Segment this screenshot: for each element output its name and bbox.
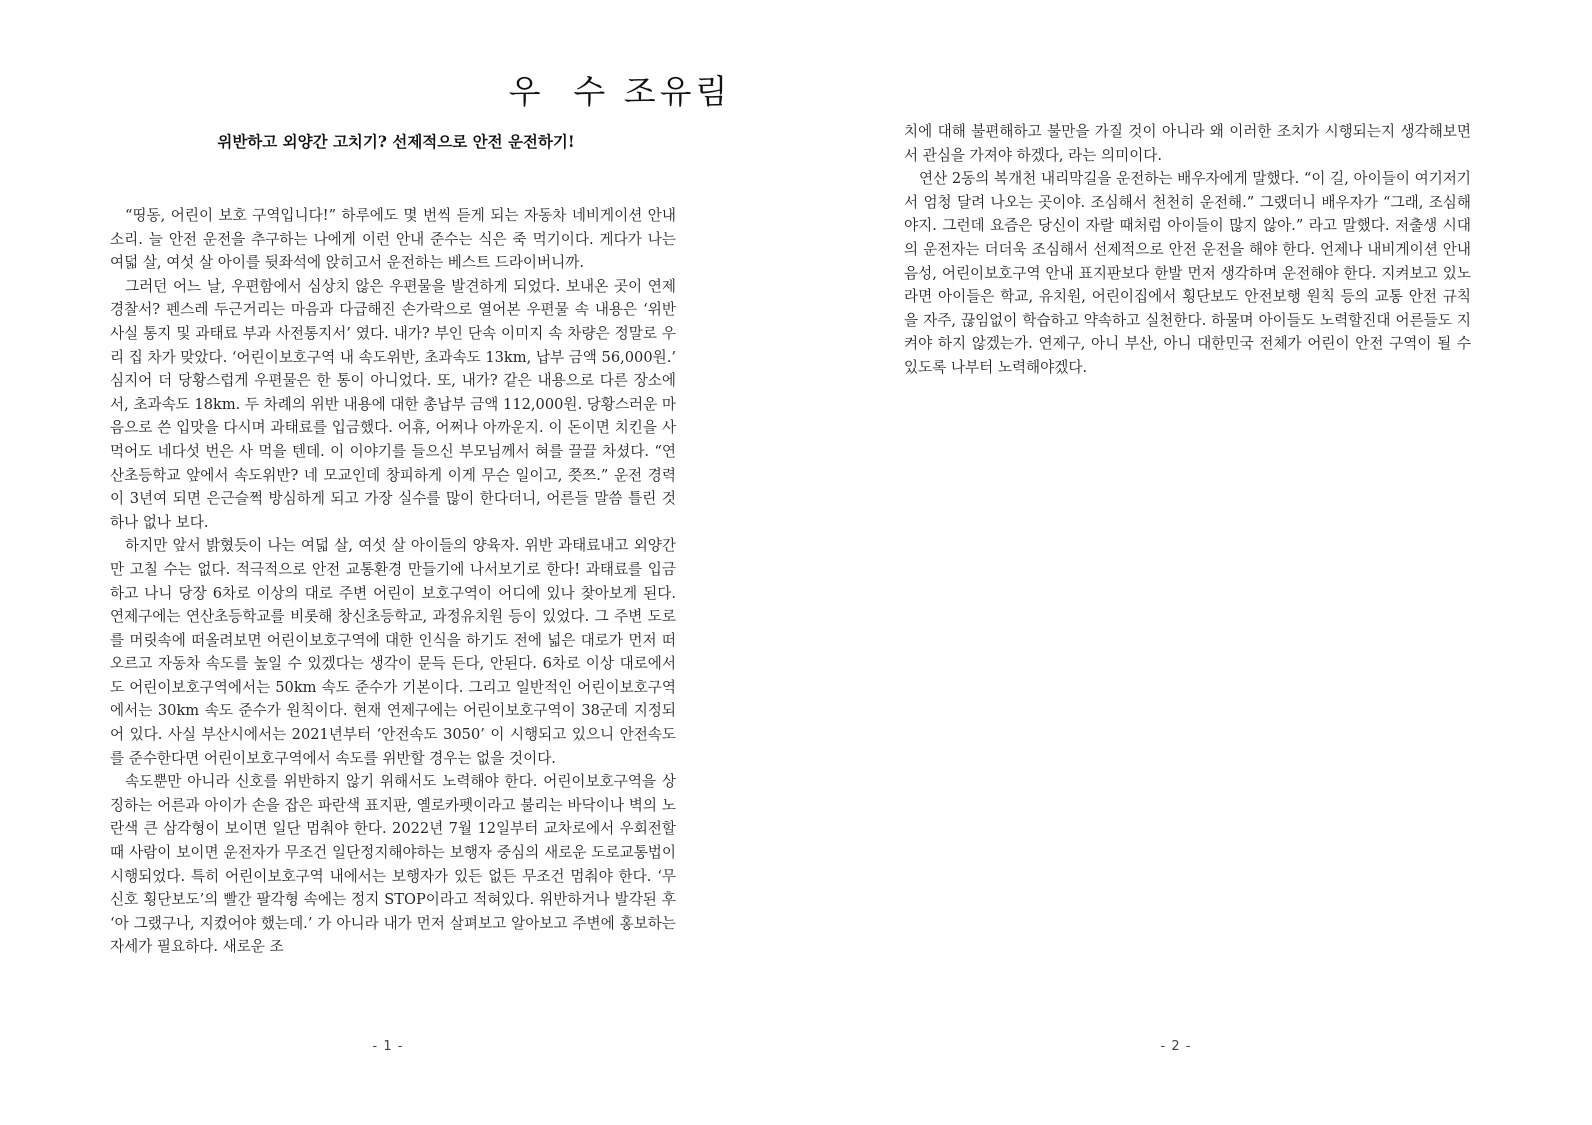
paragraph: 연산 2동의 복개천 내리막길을 운전하는 배우자에게 말했다. “이 길, 아이들이 여기저기서 엄청 달려 나오는 곳이야. 조심해서 천천히 운전해.” 그랬더니 배우자가 “그래, 조심해야지. 그런데 요즘은 당신이 자랄 때처럼 아이들이 많지 않아.” 라고 말했다. 저출생 시대의 운전자는 더더욱 조심해서 선제적으로 안전 운전을 해야 한다. 언제나 내비게이션 안내 음성, 어린이보호구역 안내 표지판보다 한발 먼저 생각하며 운전해야 한다. 지켜보고 있노라면 아이들은 학교, 유치원, 어린이집에서 횡단보도 안전보행 원칙 등의 교통 안전 규칙을 자주, 끊임없이 학습하고 약속하고 실천한다. 하물며 아이들도 노력할진대 어른들도 지켜야 하지 않겠는가. 연제구, 아니 부산, 아니 대한민국 전체가 어린이 안전 구역이 될 수 있도록 나부터 노력해야겠다. bbox=[904, 170, 1471, 376]
paragraph: 속도뿐만 아니라 신호를 위반하지 않기 위해서도 노력해야 한다. 어린이보호구역을 상징하는 어른과 아이가 손을 잡은 파란색 표지판, 옐로카펫이라고 불리는 바닥이나 벽의 노란색 큰 삼각형이 보이면 일단 멈춰야 한다. 2022년 7월 12일부터 교차로에서 우회전할 때 사람이 보이면 운전자가 무조건 일단정지해야하는 보행자 중심의 새로운 도로교통법이 시행되었다. 특히 어린이보호구역 내에서는 보행자가 있든 없든 무조건 멈춰야 한다. ‘무신호 횡단보도’의 빨간 팔각형 속에는 정지 STOP이라고 적혀있다. 위반하거나 발각된 후 ‘아 그랬구나, 지켰어야 했는데.’ 가 아니라 내가 먼저 살펴보고 알아보고 주변에 홍보하는 자세가 필요하다. 새로운 조 bbox=[110, 773, 676, 956]
page-number: - 2 - bbox=[1160, 1039, 1192, 1054]
paragraph: “띵동, 어린이 보호 구역입니다!” 하루에도 몇 번씩 듣게 되는 자동차 네비게이션 안내 소리. 늘 안전 운전을 추구하는 나에게 이런 안내 준수는 식은 죽 먹기이다. 게다가 나는 여덟 살, 여섯 살 아이를 뒷좌석에 앉히고서 운전하는 베스트 드라이버니까. bbox=[110, 207, 676, 272]
essay-title: 위반하고 외양간 고치기? 선제적으로 안전 운전하기! bbox=[217, 132, 575, 151]
paragraph: 치에 대해 불편해하고 불만을 가질 것이 아니라 왜 이러한 조치가 시행되는지 생각해보면서 관심을 가져야 하겠다, 라는 의미이다. bbox=[904, 123, 1471, 164]
page-2-body bbox=[904, 120, 1471, 380]
paragraph: 하지만 앞서 밝혔듯이 나는 여덟 살, 여섯 살 아이들의 양육자. 위반 과태료내고 외양간만 고칠 수는 없다. 적극적으로 안전 교통환경 만들기에 나서보기로 한다! 과태료를 입금하고 나니 당장 6차로 이상의 대로 주변 어린이 보호구역이 어디에 있나 찾아보게 된다. 연제구에는 연산초등학교를 비롯해 창신초등학교, 과정유치원 등이 있었다. 그 주변 도로를 머릿속에 떠올려보면 어린이보호구역에 대한 인식을 하기도 전에 넓은 대로가 먼저 떠오르고 자동차 속도를 높일 수 있겠다는 생각이 문득 든다, 안된다. 6차로 이상 대로에서도 어린이보호구역에서는 50km 속도 준수가 기본이다. 그리고 일반적인 어린이보호구역에서는 30km 속도 준수가 원칙이다. 현재 연제구에는 어린이보호구역이 38군데 지정되어 있다. 사실 부산시에서는 2021년부터 ‘안전속도 3050’ 이 시행되고 있으니 안전속도를 준수한다면 어린이보호구역에서 속도를 위반할 경우는 없을 것이다. bbox=[110, 537, 676, 767]
page-number: - 1 - bbox=[372, 1039, 404, 1054]
page-1-body bbox=[110, 204, 676, 959]
paragraph: 그러던 어느 날, 우편함에서 심상치 않은 우편물을 발견하게 되었다. 보내온 곳이 연제경찰서? 펜스레 두근거리는 마음과 다급해진 손가락으로 열어본 우편물 속 내용은 ‘위반 사실 통지 및 과태료 부과 사전통지서’ 였다. 내가? 부인 단속 이미지 속 차량은 정말로 우리 집 차가 맞았다. ‘어린이보호구역 내 속도위반, 초과속도 13km, 납부 금액 56,000원.’ 심지어 더 당황스럽게 우편물은 한 통이 아니었다. 또, 내가? 같은 내용으로 다른 장소에서, 초과속도 18km. 두 차례의 위반 내용에 대한 총납부 금액 112,000원. 당황스러운 마음으로 쓴 입맛을 다시며 과태료를 입금했다. 어휴, 어쩌나 아까운지. 이 돈이면 치킨을 사 먹어도 네다섯 번은 사 먹을 텐데. 이 이야기를 들으신 부모님께서 혀를 끌끌 차셨다. “연산초등학교 앞에서 속도위반? 네 모교인데 창피하게 이게 무슨 일이고, 쯧쯔.” 운전 경력이 3년여 되면 은근슬쩍 방심하게 되고 가장 실수를 많이 한다더니, 어른들 말씀 틀린 것 하나 없나 보다. bbox=[110, 277, 676, 531]
page-heading: 우 수 조유림 bbox=[508, 72, 732, 111]
page-2 bbox=[796, 0, 1592, 1125]
